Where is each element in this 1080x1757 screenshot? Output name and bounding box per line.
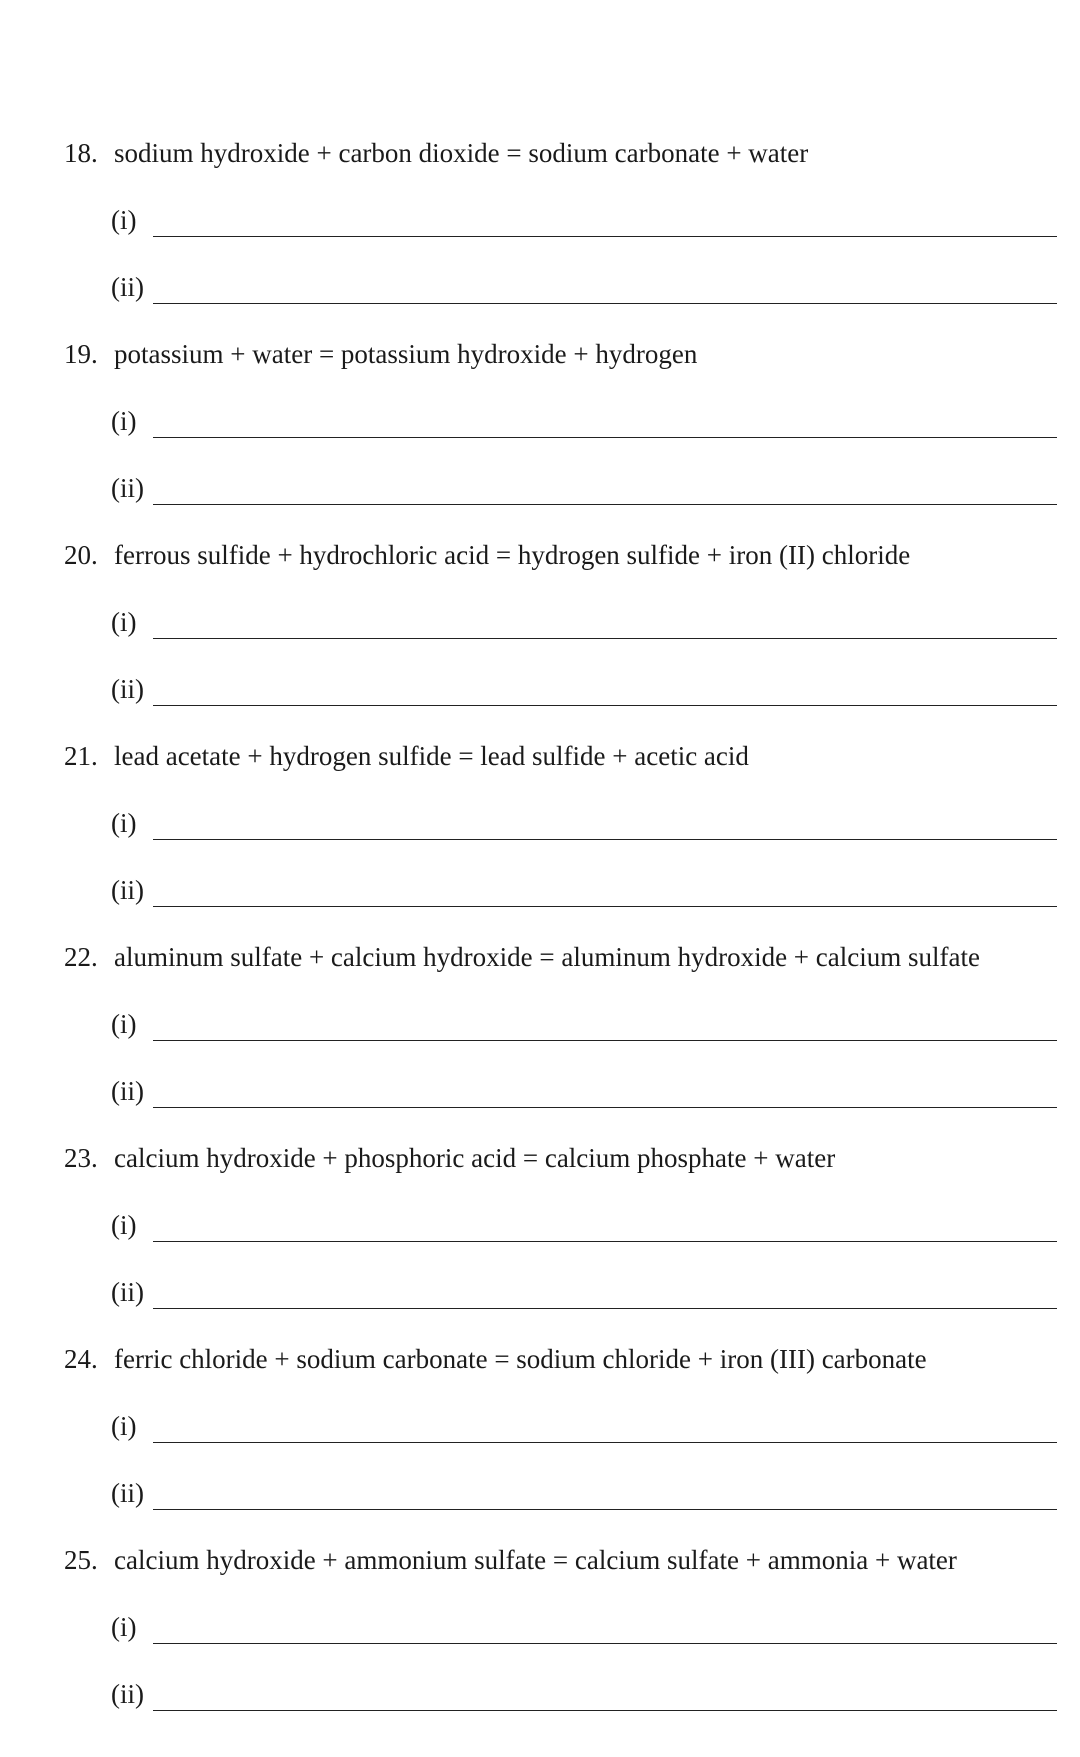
answer-blank[interactable] (153, 1643, 1057, 1644)
question-text: potassium + water = potassium hydroxide + hydrogen (114, 339, 698, 369)
answer-blank[interactable] (153, 437, 1057, 438)
question-text: lead acetate + hydrogen sulfide = lead sulfide + acetic acid (114, 741, 749, 771)
answer-blank[interactable] (153, 303, 1057, 304)
answer-line-ii[interactable] (111, 1074, 1057, 1108)
answer-blank[interactable] (153, 1442, 1057, 1443)
answer-label: (ii) (111, 1076, 144, 1106)
answer-label: (ii) (111, 473, 144, 503)
answer-blank[interactable] (153, 1107, 1057, 1108)
question-text: calcium hydroxide + ammonium sulfate = calcium sulfate + ammonia + water (114, 1545, 957, 1575)
answer-line-ii[interactable] (111, 1275, 1057, 1309)
answer-line-i[interactable] (111, 404, 1057, 438)
answer-blank[interactable] (153, 236, 1057, 237)
question-number: 19. (64, 339, 98, 369)
answer-line-i[interactable] (111, 203, 1057, 237)
answer-line-ii[interactable] (111, 270, 1057, 304)
answer-label: (i) (111, 406, 137, 436)
answer-blank[interactable] (153, 504, 1057, 505)
answer-line-i[interactable] (111, 1610, 1057, 1644)
question-number: 21. (64, 741, 98, 771)
answer-label: (ii) (111, 1478, 144, 1508)
answer-label: (ii) (111, 1679, 144, 1709)
question-line (64, 1141, 835, 1175)
answer-label: (i) (111, 808, 137, 838)
question-number: 18. (64, 138, 98, 168)
answer-line-i[interactable] (111, 1007, 1057, 1041)
answer-blank[interactable] (153, 638, 1057, 639)
answer-label: (i) (111, 1612, 137, 1642)
question-number: 23. (64, 1143, 98, 1173)
answer-blank[interactable] (153, 1710, 1057, 1711)
question-number: 25. (64, 1545, 98, 1575)
question-line (64, 136, 808, 170)
answer-label: (ii) (111, 674, 144, 704)
answer-label: (ii) (111, 1277, 144, 1307)
question-line (64, 940, 980, 974)
answer-line-ii[interactable] (111, 873, 1057, 907)
answer-blank[interactable] (153, 839, 1057, 840)
question-line (64, 1543, 957, 1577)
answer-blank[interactable] (153, 1241, 1057, 1242)
answer-label: (ii) (111, 272, 144, 302)
answer-label: (i) (111, 607, 137, 637)
answer-line-ii[interactable] (111, 1677, 1057, 1711)
answer-line-ii[interactable] (111, 672, 1057, 706)
question-text: ferric chloride + sodium carbonate = sodium chloride + iron (III) carbonate (114, 1344, 927, 1374)
answer-label: (i) (111, 1411, 137, 1441)
question-line (64, 1342, 927, 1376)
question-number: 22. (64, 942, 98, 972)
answer-label: (i) (111, 1009, 137, 1039)
question-text: calcium hydroxide + phosphoric acid = calcium phosphate + water (114, 1143, 836, 1173)
question-line (64, 739, 749, 773)
answer-line-i[interactable] (111, 806, 1057, 840)
answer-line-i[interactable] (111, 605, 1057, 639)
answer-blank[interactable] (153, 705, 1057, 706)
answer-line-i[interactable] (111, 1208, 1057, 1242)
answer-line-ii[interactable] (111, 1476, 1057, 1510)
question-text: sodium hydroxide + carbon dioxide = sodium carbonate + water (114, 138, 809, 168)
answer-blank[interactable] (153, 1308, 1057, 1309)
question-line (64, 337, 697, 371)
answer-label: (i) (111, 205, 137, 235)
answer-label: (i) (111, 1210, 137, 1240)
answer-blank[interactable] (153, 1040, 1057, 1041)
question-line (64, 538, 910, 572)
answer-blank[interactable] (153, 906, 1057, 907)
answer-label: (ii) (111, 875, 144, 905)
question-text: aluminum sulfate + calcium hydroxide = aluminum hydroxide + calcium sulfate (114, 942, 980, 972)
answer-line-ii[interactable] (111, 471, 1057, 505)
answer-blank[interactable] (153, 1509, 1057, 1510)
answer-line-i[interactable] (111, 1409, 1057, 1443)
question-text: ferrous sulfide + hydrochloric acid = hydrogen sulfide + iron (II) chloride (114, 540, 911, 570)
question-number: 24. (64, 1344, 98, 1374)
question-number: 20. (64, 540, 98, 570)
